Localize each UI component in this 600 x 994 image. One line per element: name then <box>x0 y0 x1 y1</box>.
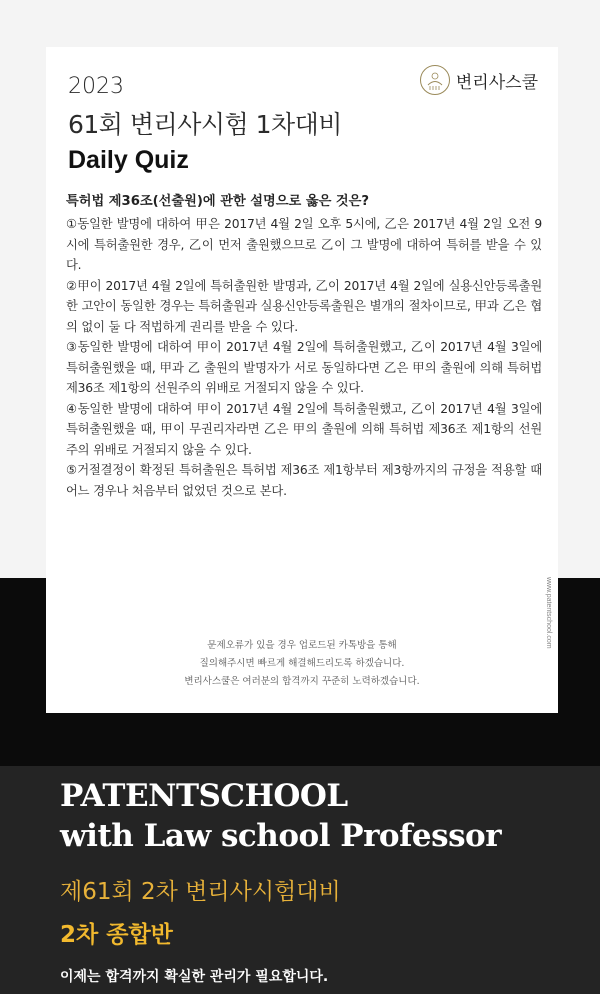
brand <box>420 65 538 95</box>
footer-line-2: 질의해주시면 빠르게 해결해드리도록 하겠습니다. <box>199 658 405 669</box>
brand-name: 변리사스쿨 <box>455 72 538 93</box>
brand-logo-icon <box>420 65 450 95</box>
exam-title: 61회 변리사시험 1차대비 <box>68 110 342 139</box>
promo-course-name: 2차 종합반 <box>60 922 173 948</box>
option-2: ②甲이 2017년 4월 2일에 특허출원한 발명과, 乙이 2017년 4월 2일에 실용신안등록출원한 고안이 동일한 경우는 특허출원과 실용신안등록출원은 별개의 절차이므로, 甲과 乙은 협의 없이 둘 다 적법하게 권리를 받을 수 있다. <box>66 278 542 334</box>
promo-tagline: 이제는 합격까지 확실한 관리가 필요합니다. <box>60 969 329 985</box>
quiz-title: Daily Quiz <box>68 146 189 174</box>
option-3: ③동일한 발명에 대하여 甲이 2017년 4월 2일에 특허출원했고, 乙이 2017년 4월 3일에 특허출원했을 때, 甲과 乙 출원의 발명자가 서로 동일하다면 乙은 甲의 출원에 의해 특허법 제36조 제1항의 선원주의 위배로 거절되지 않을 수 있다. <box>66 340 542 395</box>
option-1: ①동일한 발명에 대하여 甲은 2017년 4월 2일 오후 5시에, 乙은 2017년 4월 2일 오전 9시에 특허출원한 경우, 乙이 먼저 출원했으므로 乙이 그 발명에 대하여 특허를 받을 수 있다. <box>66 217 542 272</box>
footer-line-3: 변리사스쿨은 여러분의 합격까지 꾸준히 노력하겠습니다. <box>184 676 420 687</box>
footer-line-1: 문제오류가 있을 경우 업로드된 카톡방을 통해 <box>207 640 397 651</box>
quiz-question: 특허법 제36조(선출원)에 관한 설명으로 옳은 것은? <box>66 194 370 209</box>
website-url: www.patentschool.com <box>545 577 552 649</box>
option-5: ⑤거절결정이 확정된 특허출원은 특허법 제36조 제1항부터 제3항까지의 규정을 적용할 때 어느 경우나 처음부터 없었던 것으로 본다. <box>66 463 542 498</box>
option-4: ④동일한 발명에 대하여 甲이 2017년 4월 2일에 특허출원했고, 乙이 2017년 4월 3일에 특허출원했을 때, 甲이 무권리자라면 乙은 甲의 출원에 의해 특허법 제36조 제1항의 선원주의 위배로 거절되지 않을 수 있다. <box>66 401 542 457</box>
promo-exam-line: 제61회 2차 변리사시험대비 <box>60 879 341 905</box>
answer-options <box>66 214 542 501</box>
promo-subtitle-line: with Law school Professor <box>60 818 502 854</box>
promo-brand-line: PATENTSCHOOL <box>60 778 348 814</box>
quiz-card <box>46 47 558 713</box>
year-label: 2023 <box>68 74 124 99</box>
